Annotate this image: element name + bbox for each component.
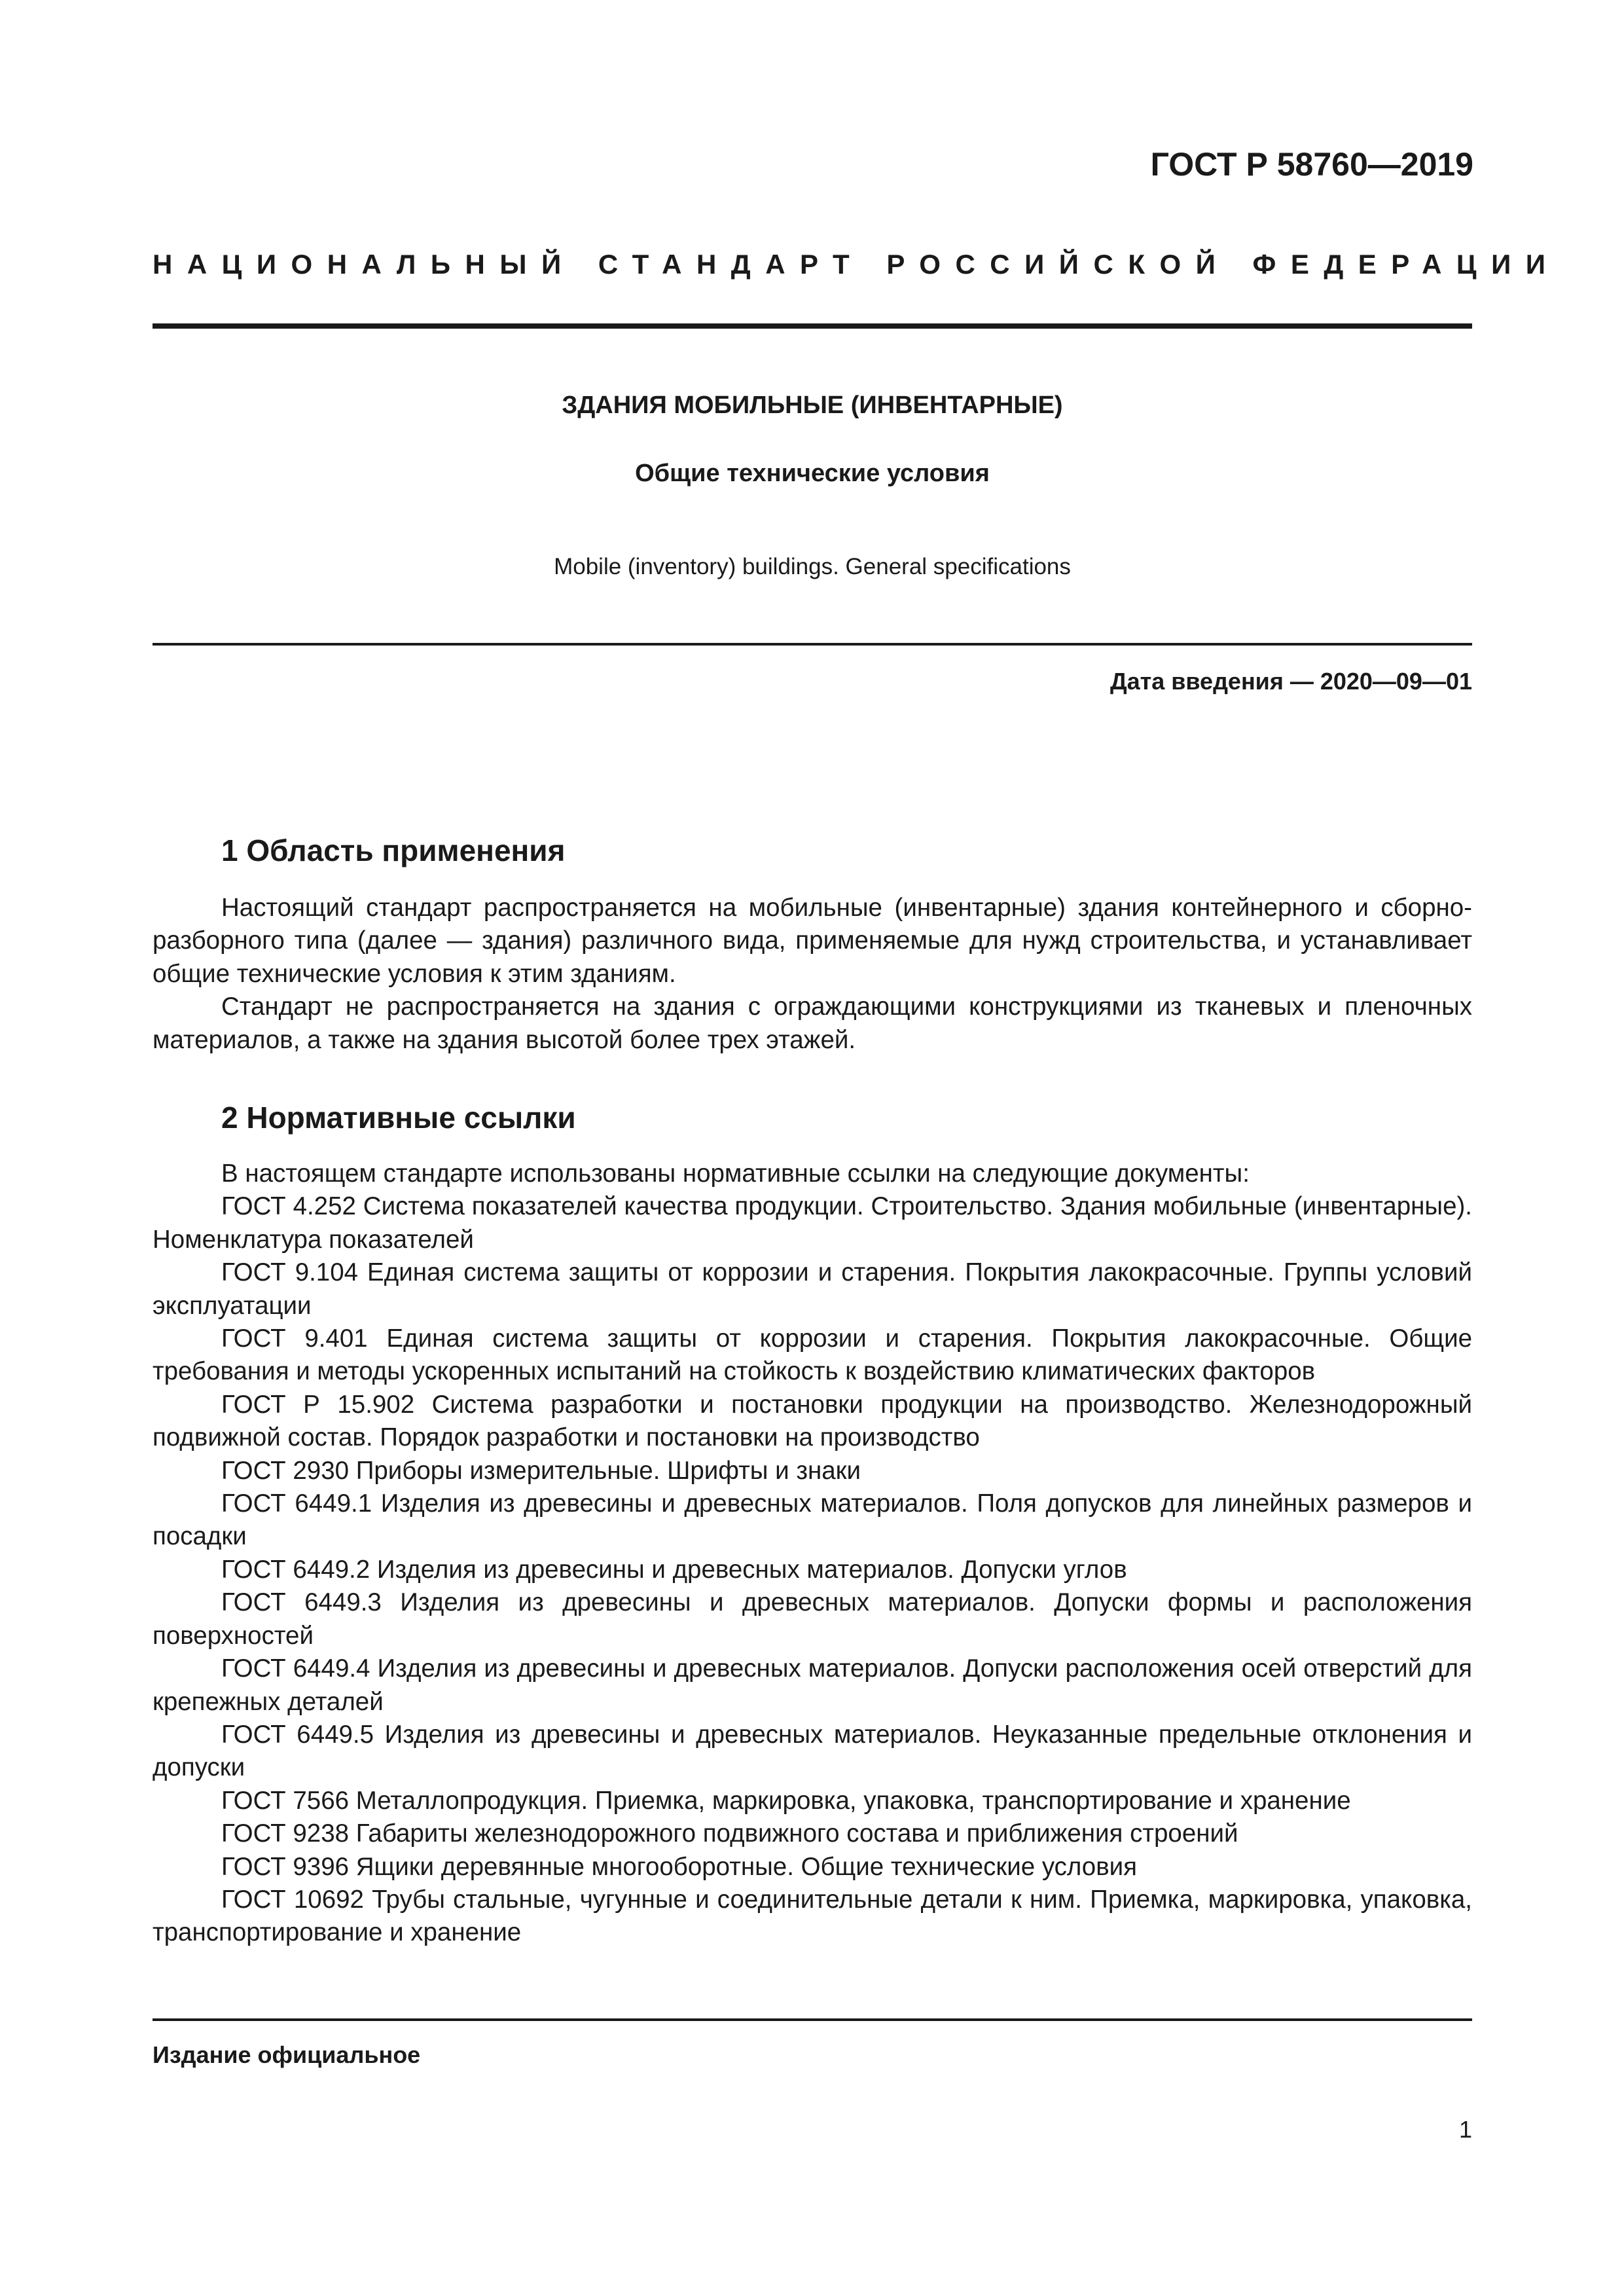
- header-divider: [153, 323, 1472, 329]
- official-edition-label: Издание официальное: [153, 2041, 421, 2068]
- reference-item: ГОСТ 7566 Металлопродукция. Приемка, маркировка, упаковка, транспортирование и хранение: [221, 1786, 1351, 1815]
- reference-item: ГОСТ 6449.1 Изделия из древесины и древесных материалов. Поля допусков для линейных размеров и посадки: [153, 1489, 1472, 1551]
- reference-item: ГОСТ 6449.5 Изделия из древесины и древесных материалов. Неуказанные предельные отклонения и допуски: [153, 1720, 1472, 1782]
- reference-item: ГОСТ 9396 Ящики деревянные многооборотные. Общие технические условия: [221, 1852, 1138, 1881]
- reference-item: ГОСТ 6449.4 Изделия из древесины и древесных материалов. Допуски расположения осей отверстий для крепежных деталей: [153, 1654, 1472, 1716]
- reference-item: ГОСТ 6449.3 Изделия из древесины и древесных материалов. Допуски формы и расположения поверхностей: [153, 1588, 1472, 1650]
- reference-item: ГОСТ 9.104 Единая система защиты от коррозии и старения. Покрытия лакокрасочные. Группы условий эксплуатации: [153, 1258, 1472, 1320]
- title-divider: [153, 643, 1472, 646]
- standard-subtitle: Общие технические условия: [635, 460, 990, 487]
- reference-item: ГОСТ 2930 Приборы измерительные. Шрифты и знаки: [221, 1456, 861, 1485]
- document-number: ГОСТ Р 58760—2019: [1150, 146, 1473, 183]
- section-heading-scope: 1 Область применения: [221, 833, 566, 867]
- paragraph: В настоящем стандарте использованы нормативные ссылки на следующие документы:: [221, 1159, 1250, 1188]
- paragraph: Настоящий стандарт распространяется на мобильные (инвентарные) здания контейнерного и сборно-разборного типа (далее — здания) различного вида, применяемые для нужд строительства, и устанавливает общие технические условия к этим зданиям.: [153, 894, 1472, 988]
- page-number: 1: [1458, 2116, 1472, 2143]
- section-body-normative-references: [153, 1157, 1472, 1950]
- reference-item: ГОСТ 10692 Трубы стальные, чугунные и соединительные детали к ним. Приемка, маркировка, упаковка, транспортирование и хранение: [153, 1885, 1472, 1947]
- reference-item: ГОСТ 4.252 Система показателей качества продукции. Строительство. Здания мобильные (инвентарные). Номенклатура показателей: [153, 1192, 1472, 1254]
- paragraph: Стандарт не распространяется на здания с ограждающими конструкциями из тканевых и пленочных материалов, а также на здания высотой более трех этажей.: [153, 993, 1472, 1054]
- footer-divider: [153, 2018, 1472, 2021]
- reference-item: ГОСТ Р 15.902 Система разработки и постановки продукции на производство. Железнодорожный подвижной состав. Порядок разработки и постановки на производство: [153, 1390, 1472, 1452]
- section-body-scope: [153, 892, 1472, 1057]
- english-title: Mobile (inventory) buildings. General specifications: [554, 554, 1071, 579]
- reference-item: ГОСТ 6449.2 Изделия из древесины и древесных материалов. Допуски углов: [221, 1555, 1127, 1584]
- reference-item: ГОСТ 9238 Габариты железнодорожного подвижного состава и приближения строений: [221, 1819, 1238, 1848]
- section-heading-normative-references: 2 Нормативные ссылки: [221, 1101, 576, 1135]
- introduction-date: Дата введения — 2020—09—01: [1110, 668, 1472, 695]
- national-standard-title: НАЦИОНАЛЬНЫЙ СТАНДАРТ РОССИЙСКОЙ ФЕДЕРАЦИИ: [153, 249, 1561, 280]
- reference-item: ГОСТ 9.401 Единая система защиты от коррозии и старения. Покрытия лакокрасочные. Общие требования и методы ускоренных испытаний на стойкость к воздействию климатических факторов: [153, 1324, 1472, 1386]
- standard-title: ЗДАНИЯ МОБИЛЬНЫЕ (ИНВЕНТАРНЫЕ): [562, 392, 1063, 419]
